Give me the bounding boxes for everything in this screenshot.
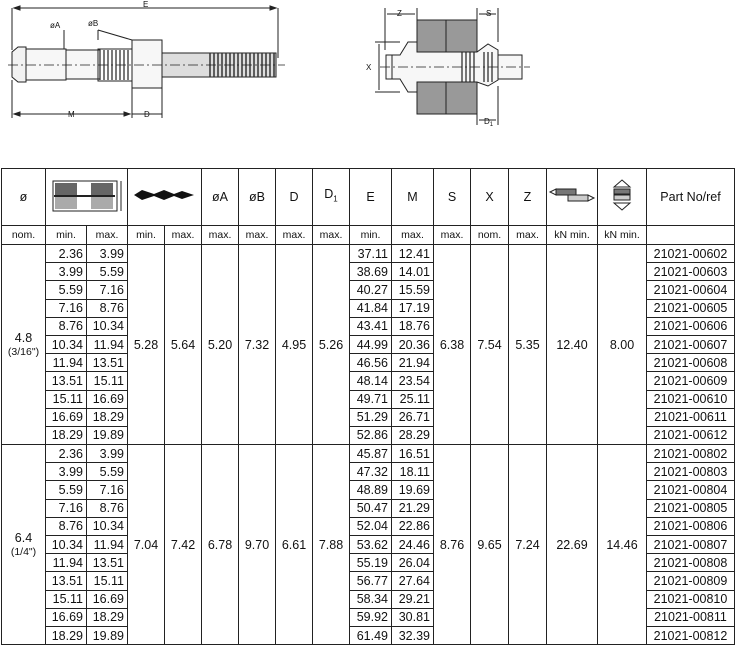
header-D: D (276, 169, 313, 226)
sub-D1: max. (313, 226, 350, 245)
value-M: 18.76 (392, 317, 434, 335)
grip-min: 13.51 (46, 572, 87, 590)
grip-range-icon (46, 169, 128, 226)
value-drill_max: 7.42 (165, 445, 202, 645)
value-E: 46.56 (350, 354, 392, 372)
value-M: 24.46 (392, 536, 434, 554)
grip-max: 10.34 (87, 517, 128, 535)
part-number: 21021-00610 (647, 390, 735, 408)
grip-max: 3.99 (87, 245, 128, 263)
value-drill_max: 5.64 (165, 245, 202, 445)
value-A: 6.78 (202, 445, 239, 645)
grip-min: 2.36 (46, 245, 87, 263)
nominal-diameter (2, 445, 46, 645)
grip-min: 7.16 (46, 299, 87, 317)
sub-shear: kN min. (547, 226, 598, 245)
value-D: 4.95 (276, 245, 313, 445)
grip-min: 15.11 (46, 390, 87, 408)
part-number: 21021-00602 (647, 245, 735, 263)
part-number: 21021-00606 (647, 317, 735, 335)
diameter-inch: (3/16") (7, 345, 40, 358)
value-E: 43.41 (350, 317, 392, 335)
value-M: 17.19 (392, 299, 434, 317)
value-M: 30.81 (392, 608, 434, 626)
grip-min: 16.69 (46, 408, 87, 426)
header-D1: $D_1$ (313, 169, 350, 226)
value-E: 40.27 (350, 281, 392, 299)
technical-drawings (0, 0, 753, 135)
part-number: 21021-00603 (647, 263, 735, 281)
header-Z: Z (509, 169, 547, 226)
grip-min: 15.11 (46, 590, 87, 608)
value-M: 27.64 (392, 572, 434, 590)
grip-min: 2.36 (46, 445, 87, 463)
label-X: X (366, 63, 372, 72)
value-M: 14.01 (392, 263, 434, 281)
grip-max: 11.94 (87, 335, 128, 353)
value-drill_min: 5.28 (128, 245, 165, 445)
grip-max: 19.89 (87, 426, 128, 444)
part-number: 21021-00604 (647, 281, 735, 299)
sub-A: max. (202, 226, 239, 245)
value-E: 50.47 (350, 499, 392, 517)
value-E: 58.34 (350, 590, 392, 608)
header-diameter: ø (2, 169, 46, 226)
sub-X: nom. (471, 226, 509, 245)
part-number: 21021-00612 (647, 426, 735, 444)
grip-max: 11.94 (87, 536, 128, 554)
value-E: 61.49 (350, 626, 392, 644)
grip-min: 11.94 (46, 354, 87, 372)
label-S: S (486, 9, 492, 18)
value-E: 48.14 (350, 372, 392, 390)
value-B: 7.32 (239, 245, 276, 445)
header-part-no: Part No/ref (647, 169, 735, 226)
part-number: 21021-00802 (647, 445, 735, 463)
diameter-mm: 6.4 (14, 530, 33, 545)
value-E: 37.11 (350, 245, 392, 263)
value-M: 20.36 (392, 335, 434, 353)
value-Z: 5.35 (509, 245, 547, 445)
grip-max: 18.29 (87, 608, 128, 626)
grip-min: 3.99 (46, 463, 87, 481)
value-M: 18.11 (392, 463, 434, 481)
value-M: 12.41 (392, 245, 434, 263)
grip-max: 8.76 (87, 299, 128, 317)
header-oA: øA (202, 169, 239, 226)
header-X: X (471, 169, 509, 226)
part-number: 21021-00611 (647, 408, 735, 426)
value-M: 21.94 (392, 354, 434, 372)
grip-min: 16.69 (46, 608, 87, 626)
sub-D: max. (276, 226, 313, 245)
sub-E: min. (350, 226, 392, 245)
value-tensile: 14.46 (598, 445, 647, 645)
value-X: 7.54 (471, 245, 509, 445)
part-number: 21021-00809 (647, 572, 735, 590)
diameter-inch: (1/4") (10, 545, 37, 558)
label-E: E (143, 0, 149, 9)
rivet-spec-table (1, 168, 735, 645)
label-Z: Z (397, 9, 402, 18)
value-Z: 7.24 (509, 445, 547, 645)
value-M: 21.29 (392, 499, 434, 517)
part-number: 21021-00806 (647, 517, 735, 535)
value-D: 6.61 (276, 445, 313, 645)
label-oA: øA (50, 21, 61, 30)
value-M: 32.39 (392, 626, 434, 644)
value-D1: 7.88 (313, 445, 350, 645)
grip-min: 3.99 (46, 263, 87, 281)
nominal-diameter (2, 245, 46, 445)
value-E: 47.32 (350, 463, 392, 481)
part-number: 21021-00803 (647, 463, 735, 481)
value-E: 51.29 (350, 408, 392, 426)
value-D1: 5.26 (313, 245, 350, 445)
value-M: 22.86 (392, 517, 434, 535)
grip-min: 5.59 (46, 481, 87, 499)
value-M: 25.11 (392, 390, 434, 408)
value-E: 52.04 (350, 517, 392, 535)
value-tensile: 8.00 (598, 245, 647, 445)
table-row (2, 245, 735, 263)
grip-min: 8.76 (46, 317, 87, 335)
value-M: 29.21 (392, 590, 434, 608)
shear-strength-icon (547, 169, 598, 226)
grip-min: 11.94 (46, 554, 87, 572)
grip-min: 7.16 (46, 499, 87, 517)
value-E: 48.89 (350, 481, 392, 499)
value-E: 41.84 (350, 299, 392, 317)
grip-max: 15.11 (87, 572, 128, 590)
grip-min: 10.34 (46, 536, 87, 554)
value-M: 28.29 (392, 426, 434, 444)
grip-max: 16.69 (87, 390, 128, 408)
grip-max: 18.29 (87, 408, 128, 426)
grip-max: 15.11 (87, 372, 128, 390)
diameter-mm: 4.8 (14, 330, 33, 345)
part-number: 21021-00608 (647, 354, 735, 372)
value-X: 9.65 (471, 445, 509, 645)
part-number: 21021-00810 (647, 590, 735, 608)
drill-bit-icon (128, 169, 202, 226)
sub-drill-min: min. (128, 226, 165, 245)
part-number: 21021-00808 (647, 554, 735, 572)
value-M: 19.69 (392, 481, 434, 499)
sub-part (647, 226, 735, 245)
value-M: 26.71 (392, 408, 434, 426)
sub-grip-min: min. (46, 226, 87, 245)
part-number: 21021-00609 (647, 372, 735, 390)
value-E: 44.99 (350, 335, 392, 353)
part-number: 21021-00805 (647, 499, 735, 517)
value-E: 56.77 (350, 572, 392, 590)
value-E: 59.92 (350, 608, 392, 626)
installed-rivet-view (375, 8, 530, 125)
value-S: 8.76 (434, 445, 471, 645)
header-M: M (392, 169, 434, 226)
value-M: 26.04 (392, 554, 434, 572)
part-number: 21021-00605 (647, 299, 735, 317)
sub-drill-max: max. (165, 226, 202, 245)
value-E: 52.86 (350, 426, 392, 444)
grip-max: 7.16 (87, 281, 128, 299)
sub-M: max. (392, 226, 434, 245)
grip-max: 13.51 (87, 354, 128, 372)
header-E: E (350, 169, 392, 226)
value-E: 53.62 (350, 536, 392, 554)
grip-max: 5.59 (87, 463, 128, 481)
label-D: D (144, 110, 150, 119)
value-shear: 12.40 (547, 245, 598, 445)
value-E: 55.19 (350, 554, 392, 572)
part-number: 21021-00607 (647, 335, 735, 353)
grip-max: 7.16 (87, 481, 128, 499)
value-E: 38.69 (350, 263, 392, 281)
grip-max: 8.76 (87, 499, 128, 517)
part-number: 21021-00804 (647, 481, 735, 499)
label-M: M (68, 110, 75, 119)
value-M: 23.54 (392, 372, 434, 390)
value-S: 6.38 (434, 245, 471, 445)
grip-max: 16.69 (87, 590, 128, 608)
sub-grip-max: max. (87, 226, 128, 245)
value-M: 15.59 (392, 281, 434, 299)
grip-min: 5.59 (46, 281, 87, 299)
label-oB: øB (88, 19, 99, 28)
value-E: 49.71 (350, 390, 392, 408)
label-D1: $D_1$ (484, 117, 494, 128)
header-oB: øB (239, 169, 276, 226)
grip-max: 10.34 (87, 317, 128, 335)
value-A: 5.20 (202, 245, 239, 445)
grip-max: 3.99 (87, 445, 128, 463)
grip-max: 5.59 (87, 263, 128, 281)
sub-nom: nom. (2, 226, 46, 245)
sub-tensile: kN min. (598, 226, 647, 245)
part-number: 21021-00811 (647, 608, 735, 626)
value-B: 9.70 (239, 445, 276, 645)
value-drill_min: 7.04 (128, 445, 165, 645)
grip-min: 18.29 (46, 426, 87, 444)
part-number: 21021-00807 (647, 536, 735, 554)
value-E: 45.87 (350, 445, 392, 463)
grip-max: 19.89 (87, 626, 128, 644)
part-number: 21021-00812 (647, 626, 735, 644)
table-row (2, 445, 735, 463)
sub-Z: max. (509, 226, 547, 245)
grip-min: 13.51 (46, 372, 87, 390)
grip-min: 18.29 (46, 626, 87, 644)
grip-min: 10.34 (46, 335, 87, 353)
tensile-strength-icon (598, 169, 647, 226)
grip-max: 13.51 (87, 554, 128, 572)
sub-B: max. (239, 226, 276, 245)
value-M: 16.51 (392, 445, 434, 463)
value-shear: 22.69 (547, 445, 598, 645)
header-S: S (434, 169, 471, 226)
grip-min: 8.76 (46, 517, 87, 535)
sub-S: max. (434, 226, 471, 245)
